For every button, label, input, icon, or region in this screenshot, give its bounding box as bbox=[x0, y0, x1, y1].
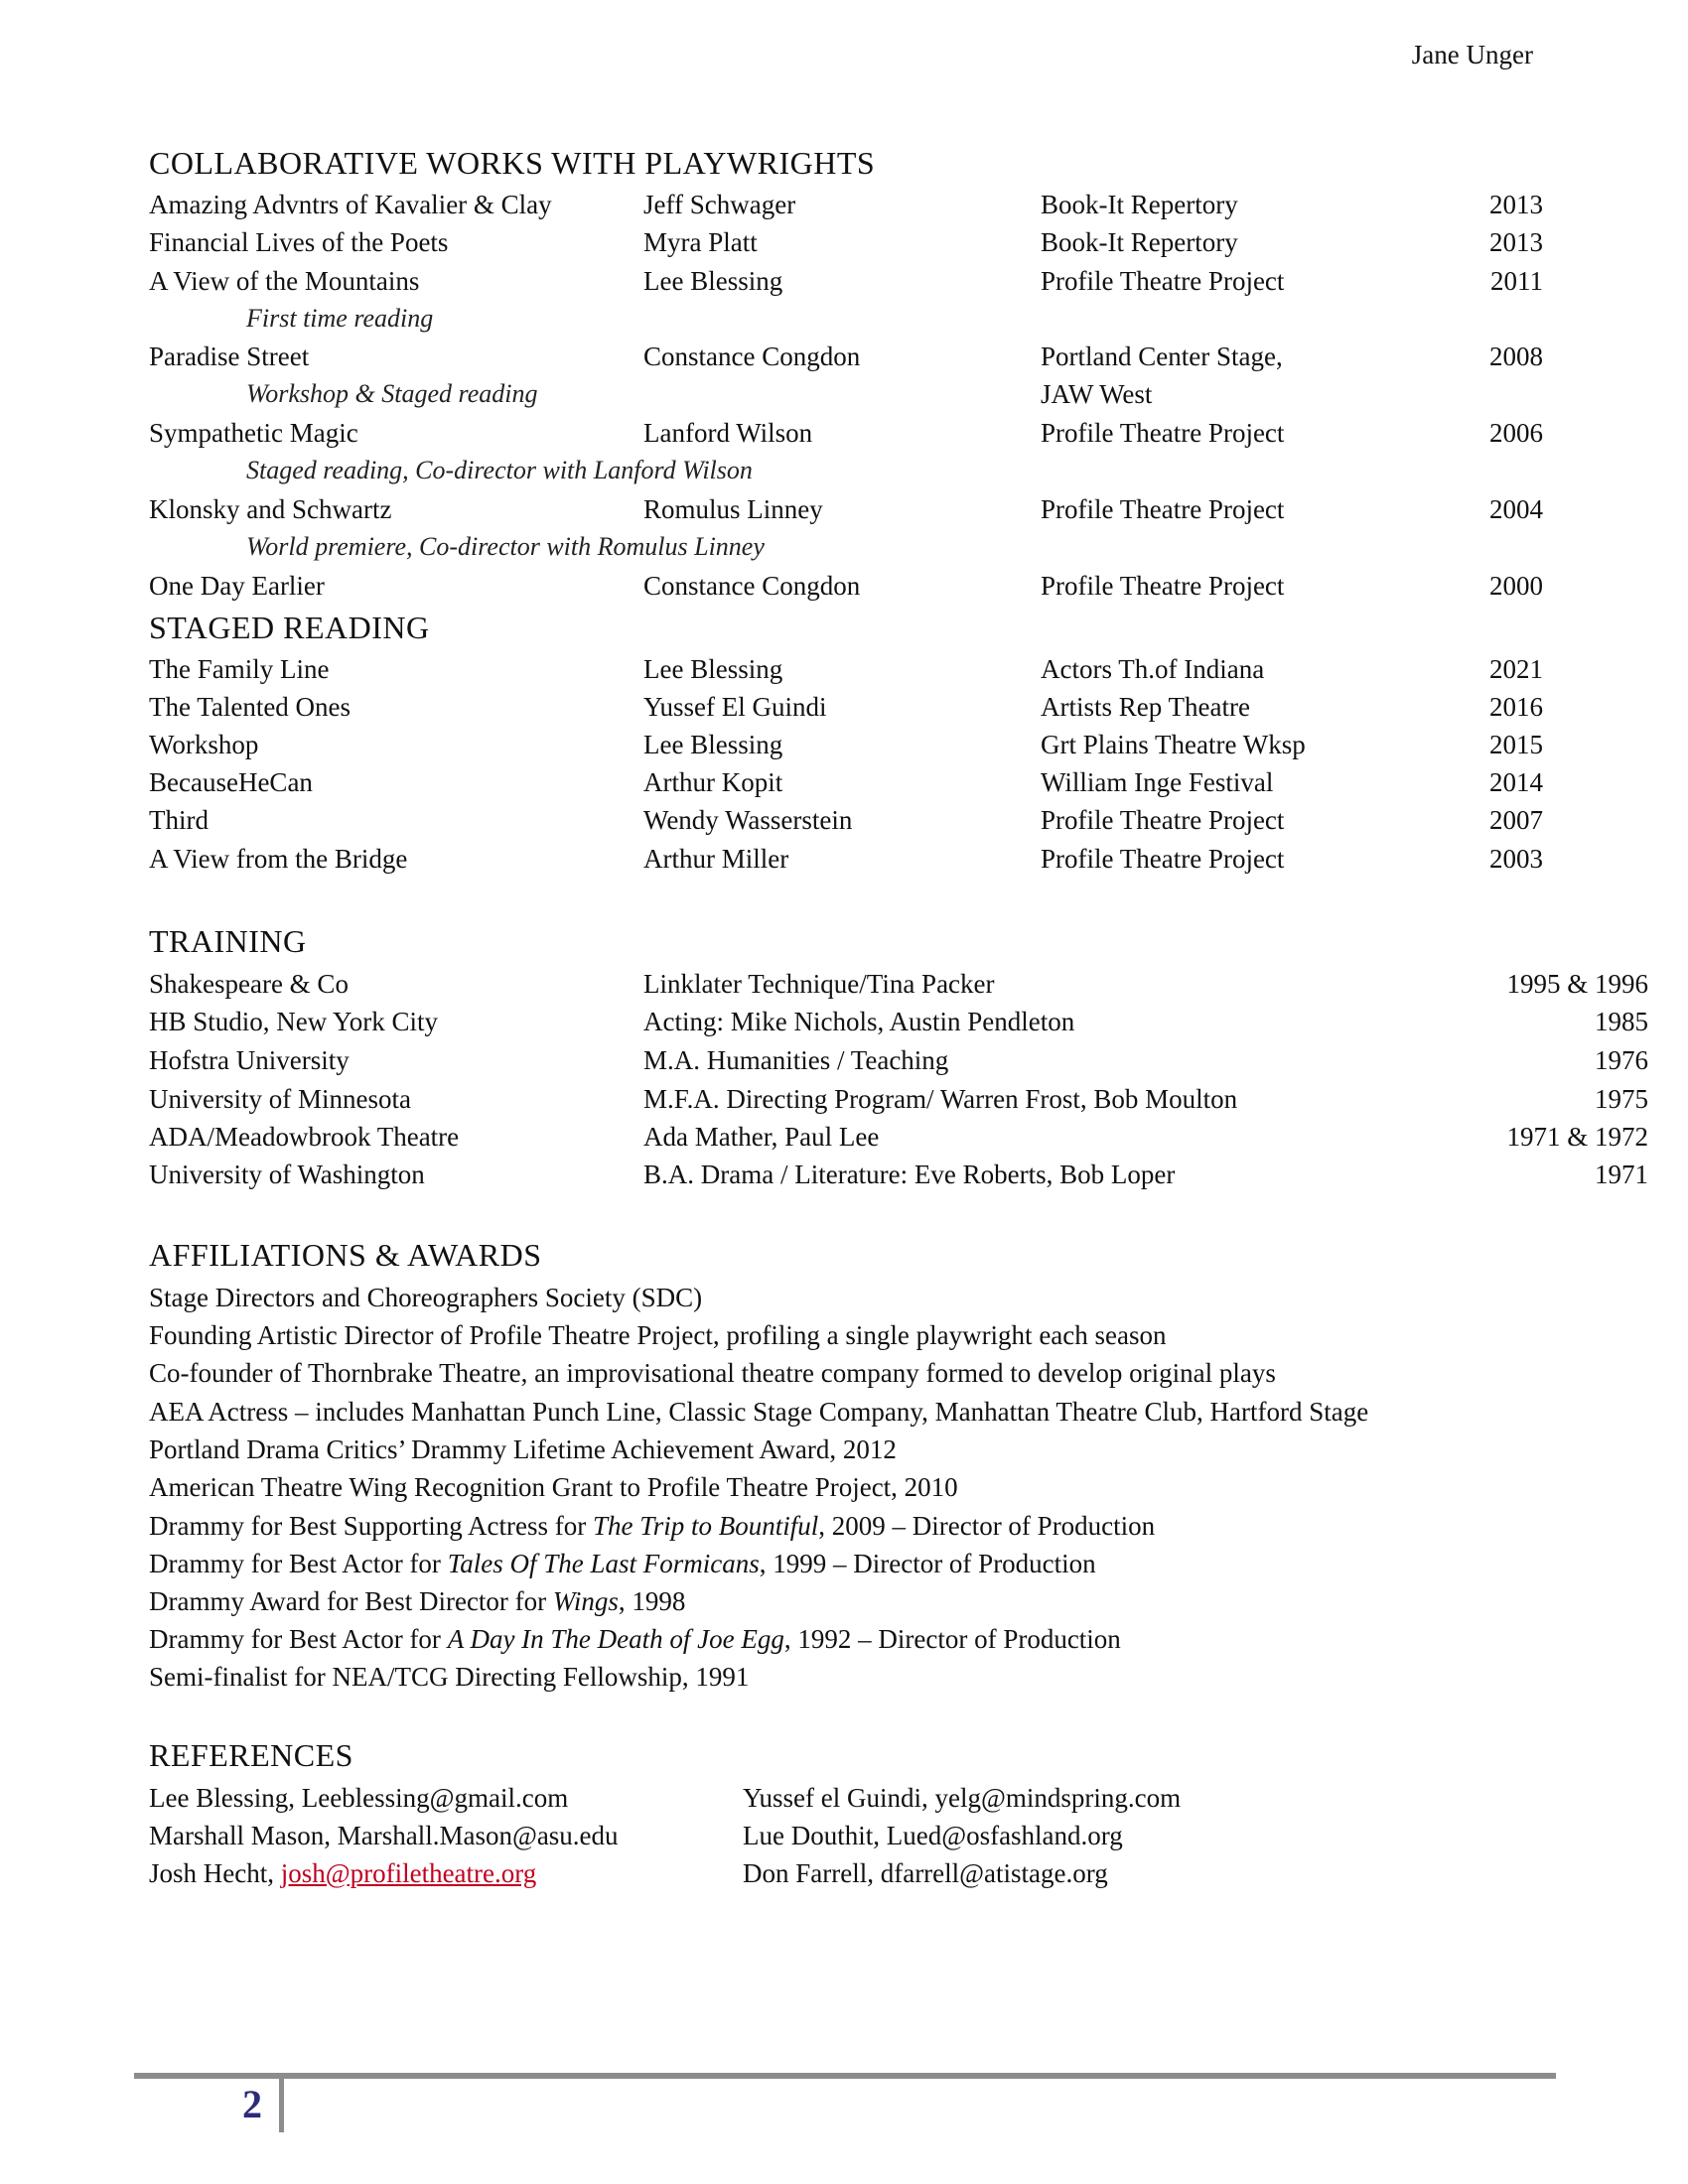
staged-writer: Lee Blessing bbox=[643, 654, 783, 684]
training-school: Hofstra University bbox=[149, 1045, 350, 1075]
affiliation-line: Drammy for Best Actor for A Day In The Death of Joe Egg, 1992 – Director of Production bbox=[149, 1624, 1121, 1654]
affiliation-line: Founding Artistic Director of Profile Theatre Project, profiling a single playwright each season bbox=[149, 1320, 1167, 1350]
collab-year: 2004 bbox=[1489, 494, 1543, 524]
staged-title: Workshop bbox=[149, 730, 259, 759]
staged-year: 2014 bbox=[1489, 767, 1543, 797]
collab-writer: Romulus Linney bbox=[643, 494, 823, 524]
reference-email-link[interactable]: josh@profiletheatre.org bbox=[280, 1858, 537, 1888]
production-title: A Day In The Death of Joe Egg bbox=[447, 1624, 784, 1654]
affiliation-line: Portland Drama Critics’ Drammy Lifetime Achievement Award, 2012 bbox=[149, 1434, 897, 1464]
collab-venue: Portland Center Stage, bbox=[1041, 341, 1283, 371]
collab-venue: Profile Theatre Project bbox=[1041, 266, 1285, 296]
reference-right: Lue Douthit, Lued@osfashland.org bbox=[743, 1821, 1123, 1850]
staged-venue: Grt Plains Theatre Wksp bbox=[1041, 730, 1306, 759]
collab-writer: Jeff Schwager bbox=[643, 190, 796, 219]
staged-year: 2003 bbox=[1489, 844, 1543, 874]
collab-venue: Profile Theatre Project bbox=[1041, 494, 1285, 524]
footer-rule bbox=[134, 2073, 1556, 2079]
training-school: University of Minnesota bbox=[149, 1084, 411, 1114]
staged-title: BecauseHeCan bbox=[149, 767, 313, 797]
staged-title: A View from the Bridge bbox=[149, 844, 408, 874]
affiliation-line: Stage Directors and Choreographers Society (SDC) bbox=[149, 1283, 703, 1312]
collab-note: Workshop & Staged reading bbox=[246, 379, 538, 408]
production-title: Wings bbox=[552, 1586, 619, 1616]
page-number: 2 bbox=[242, 2082, 262, 2126]
training-school: ADA/Meadowbrook Theatre bbox=[149, 1122, 460, 1152]
affiliation-line: Drammy Award for Best Director for Wings, 1998 bbox=[149, 1586, 686, 1616]
collab-year: 2008 bbox=[1489, 341, 1543, 371]
collab-note: First time reading bbox=[246, 304, 434, 333]
staged-writer: Wendy Wasserstein bbox=[643, 805, 853, 835]
staged-venue: Artists Rep Theatre bbox=[1041, 692, 1250, 722]
affiliations-heading: AFFILIATIONS & AWARDS bbox=[149, 1237, 542, 1273]
reference-right: Don Farrell, dfarrell@atistage.org bbox=[743, 1858, 1108, 1888]
affiliation-line: Drammy for Best Supporting Actress for The Trip to Bountiful, 2009 – Director of Production bbox=[149, 1511, 1156, 1541]
collab-heading: COLLABORATIVE WORKS WITH PLAYWRIGHTS bbox=[149, 145, 876, 181]
training-year: 1976 bbox=[1595, 1045, 1648, 1075]
production-title: The Trip to Bountiful bbox=[592, 1511, 819, 1541]
training-heading: TRAINING bbox=[149, 923, 307, 959]
collab-writer: Lanford Wilson bbox=[643, 418, 813, 448]
footer-divider bbox=[279, 2079, 284, 2132]
collab-title: A View of the Mountains bbox=[149, 266, 420, 296]
staged-writer: Yussef El Guindi bbox=[643, 692, 827, 722]
staged-title: Third bbox=[149, 805, 209, 835]
staged-venue: Profile Theatre Project bbox=[1041, 805, 1285, 835]
collab-writer: Constance Congdon bbox=[643, 571, 861, 601]
affiliation-line: American Theatre Wing Recognition Grant to Profile Theatre Project, 2010 bbox=[149, 1472, 958, 1502]
training-year: 1975 bbox=[1595, 1084, 1648, 1114]
collab-year: 2011 bbox=[1490, 266, 1543, 296]
collab-writer: Myra Platt bbox=[643, 227, 758, 257]
staged-writer: Arthur Miller bbox=[643, 844, 789, 874]
training-school: HB Studio, New York City bbox=[149, 1007, 439, 1036]
collab-writer: Constance Congdon bbox=[643, 341, 861, 371]
collab-year: 2006 bbox=[1489, 418, 1543, 448]
reference-right: Yussef el Guindi, yelg@mindspring.com bbox=[743, 1783, 1182, 1813]
staged-year: 2016 bbox=[1489, 692, 1543, 722]
collab-venue: Profile Theatre Project bbox=[1041, 571, 1285, 601]
collab-venue: Book-It Repertory bbox=[1041, 227, 1238, 257]
training-year: 1995 & 1996 bbox=[1506, 969, 1648, 999]
staged-heading: STAGED READING bbox=[149, 610, 430, 645]
references-heading: REFERENCES bbox=[149, 1737, 353, 1773]
header-name: Jane Unger bbox=[1411, 40, 1533, 69]
staged-year: 2015 bbox=[1489, 730, 1543, 759]
affiliation-line: AEA Actress – includes Manhattan Punch Line, Classic Stage Company, Manhattan Theatre Club, Hartford Stage bbox=[149, 1397, 1369, 1427]
staged-writer: Lee Blessing bbox=[643, 730, 783, 759]
training-detail: Ada Mather, Paul Lee bbox=[643, 1122, 880, 1152]
collab-note: World premiere, Co-director with Romulus Linney bbox=[246, 532, 765, 561]
training-detail: M.F.A. Directing Program/ Warren Frost, Bob Moulton bbox=[643, 1084, 1238, 1114]
training-school: University of Washington bbox=[149, 1160, 425, 1189]
staged-title: The Talented Ones bbox=[149, 692, 352, 722]
collab-year: 2000 bbox=[1489, 571, 1543, 601]
collab-title: One Day Earlier bbox=[149, 571, 325, 601]
affiliation-line: Co-founder of Thornbrake Theatre, an improvisational theatre company formed to develop original plays bbox=[149, 1358, 1276, 1388]
staged-venue: William Inge Festival bbox=[1041, 767, 1274, 797]
training-detail: Acting: Mike Nichols, Austin Pendleton bbox=[643, 1007, 1075, 1036]
training-detail: B.A. Drama / Literature: Eve Roberts, Bob Loper bbox=[643, 1160, 1176, 1189]
production-title: Tales Of The Last Formicans bbox=[447, 1549, 760, 1578]
collab-venue-continued: JAW West bbox=[1041, 379, 1153, 409]
affiliation-line: Drammy for Best Actor for Tales Of The Last Formicans, 1999 – Director of Production bbox=[149, 1549, 1096, 1578]
collab-title: Paradise Street bbox=[149, 341, 310, 371]
reference-left: Lee Blessing, Leeblessing@gmail.com bbox=[149, 1783, 569, 1813]
staged-venue: Actors Th.of Indiana bbox=[1041, 654, 1265, 684]
collab-year: 2013 bbox=[1489, 190, 1543, 219]
reference-left: Marshall Mason, Marshall.Mason@asu.edu bbox=[149, 1821, 619, 1850]
training-school: Shakespeare & Co bbox=[149, 969, 349, 999]
training-detail: M.A. Humanities / Teaching bbox=[643, 1045, 949, 1075]
staged-title: The Family Line bbox=[149, 654, 330, 684]
collab-title: Financial Lives of the Poets bbox=[149, 227, 449, 257]
reference-left: Josh Hecht, josh@profiletheatre.org bbox=[149, 1858, 537, 1888]
training-year: 1985 bbox=[1595, 1007, 1648, 1036]
collab-venue: Profile Theatre Project bbox=[1041, 418, 1285, 448]
training-detail: Linklater Technique/Tina Packer bbox=[643, 969, 995, 999]
collab-title: Sympathetic Magic bbox=[149, 418, 358, 448]
collab-title: Amazing Advntrs of Kavalier & Clay bbox=[149, 190, 552, 219]
staged-writer: Arthur Kopit bbox=[643, 767, 783, 797]
staged-year: 2021 bbox=[1489, 654, 1543, 684]
collab-note: Staged reading, Co-director with Lanford Wilson bbox=[246, 456, 753, 484]
staged-venue: Profile Theatre Project bbox=[1041, 844, 1285, 874]
collab-year: 2013 bbox=[1489, 227, 1543, 257]
collab-title: Klonsky and Schwartz bbox=[149, 494, 392, 524]
training-year: 1971 & 1972 bbox=[1506, 1122, 1648, 1152]
staged-year: 2007 bbox=[1489, 805, 1543, 835]
affiliation-line: Semi-finalist for NEA/TCG Directing Fellowship, 1991 bbox=[149, 1662, 750, 1692]
collab-venue: Book-It Repertory bbox=[1041, 190, 1238, 219]
collab-writer: Lee Blessing bbox=[643, 266, 783, 296]
training-year: 1971 bbox=[1595, 1160, 1648, 1189]
